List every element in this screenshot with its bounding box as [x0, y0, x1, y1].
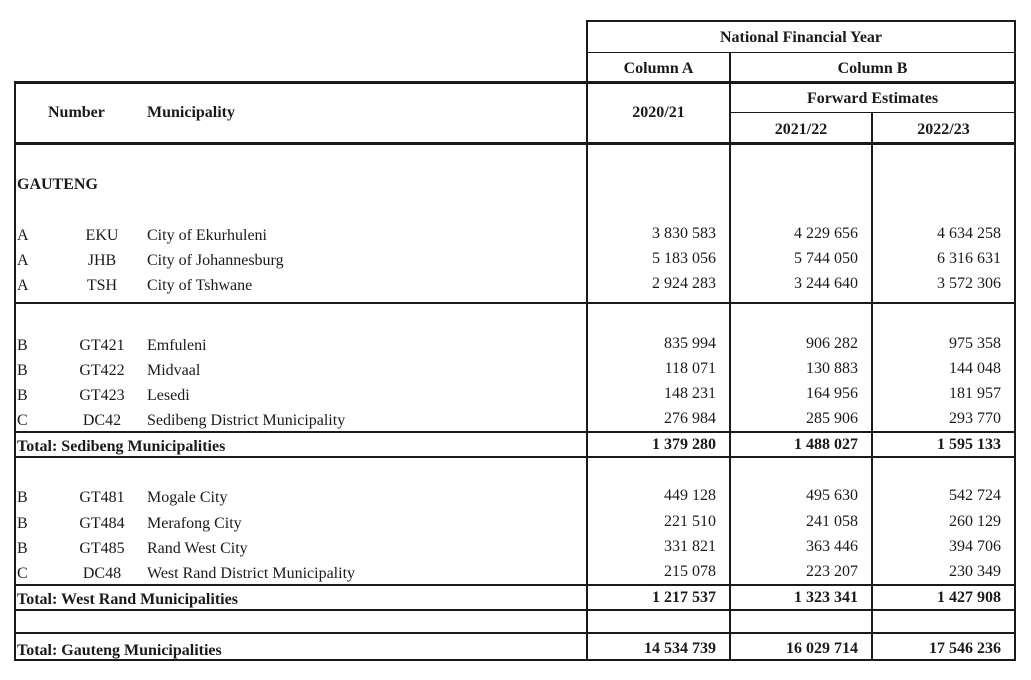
grand-total-value-2021-22: 16 029 714: [786, 640, 858, 657]
total-value-2022-23: 1 595 133: [937, 436, 1001, 453]
header-year-2022-23: 2022/23: [917, 121, 970, 138]
rule: [587, 52, 1016, 53]
row-value-2022-23: 3 572 306: [937, 275, 1001, 292]
header-forward-estimates: Forward Estimates: [806, 90, 939, 107]
rule: [14, 632, 1016, 634]
header-column-b: Column B: [837, 60, 908, 77]
grand-total-value-2022-23: 17 546 236: [929, 640, 1001, 657]
rule: [730, 112, 1016, 113]
total-label: Total: West Rand Municipalities: [17, 591, 238, 608]
row-value-2021-22: 4 229 656: [794, 225, 858, 242]
header-year-2021-22: 2021/22: [774, 121, 828, 138]
row-value-2020-21: 835 994: [664, 335, 716, 352]
header-column-a: Column A: [623, 60, 694, 77]
rule: [587, 20, 1016, 22]
row-code: GT422: [79, 362, 125, 379]
row-municipality: Midvaal: [147, 362, 201, 379]
rule: [14, 81, 1016, 84]
row-value-2021-22: 285 906: [806, 410, 858, 427]
row-code: DC42: [82, 412, 122, 429]
row-value-2021-22: 363 446: [806, 538, 858, 555]
grand-total-label: Total: Gauteng Municipalities: [17, 642, 222, 659]
row-value-2020-21: 215 078: [664, 563, 716, 580]
row-value-2021-22: 3 244 640: [794, 275, 858, 292]
rule: [1014, 20, 1016, 661]
total-label: Total: Sedibeng Municipalities: [17, 438, 226, 455]
row-municipality: Lesedi: [147, 387, 190, 404]
total-value-2020-21: 1 217 537: [652, 589, 716, 606]
row-value-2021-22: 223 207: [806, 563, 858, 580]
row-municipality: West Rand District Municipality: [147, 565, 356, 582]
total-value-2021-22: 1 488 027: [794, 436, 858, 453]
row-value-2020-21: 148 231: [664, 385, 716, 402]
row-municipality: City of Tshwane: [147, 277, 253, 294]
row-value-2020-21: 449 128: [664, 487, 716, 504]
row-value-2020-21: 221 510: [664, 513, 716, 530]
header-number: Number: [48, 104, 105, 121]
row-municipality: City of Johannesburg: [147, 252, 284, 269]
row-value-2020-21: 118 071: [664, 360, 716, 377]
row-code: GT421: [79, 337, 125, 354]
row-value-2021-22: 130 883: [806, 360, 858, 377]
row-value-2022-23: 394 706: [949, 538, 1001, 555]
row-value-2022-23: 144 048: [949, 360, 1001, 377]
row-code: TSH: [86, 277, 118, 294]
row-value-2021-22: 164 956: [806, 385, 858, 402]
grand-total-value-2020-21: 14 534 739: [644, 640, 716, 657]
total-value-2022-23: 1 427 908: [937, 589, 1001, 606]
row-code: EKU: [85, 227, 119, 244]
header-year-2020-21: 2020/21: [632, 104, 685, 121]
row-municipality: City of Ekurhuleni: [147, 227, 267, 244]
province-label: GAUTENG: [17, 176, 98, 193]
row-value-2020-21: 3 830 583: [652, 225, 716, 242]
row-category: C: [17, 412, 28, 429]
rule: [14, 142, 1016, 145]
row-value-2021-22: 906 282: [806, 335, 858, 352]
rule: [14, 431, 1016, 433]
row-value-2020-21: 2 924 283: [652, 275, 716, 292]
row-value-2020-21: 276 984: [664, 410, 716, 427]
row-value-2022-23: 6 316 631: [937, 250, 1001, 267]
header-municipality: Municipality: [147, 104, 236, 121]
rule: [14, 584, 1016, 586]
row-value-2021-22: 495 630: [806, 487, 858, 504]
rule: [14, 302, 1016, 304]
row-category: A: [17, 277, 29, 294]
row-category: B: [17, 489, 28, 506]
row-value-2020-21: 5 183 056: [652, 250, 716, 267]
row-municipality: Mogale City: [147, 489, 228, 506]
row-category: B: [17, 540, 28, 557]
row-municipality: Merafong City: [147, 515, 242, 532]
row-value-2020-21: 331 821: [664, 538, 716, 555]
row-code: GT485: [79, 540, 125, 557]
row-value-2022-23: 542 724: [949, 487, 1001, 504]
row-code: GT481: [79, 489, 125, 506]
row-value-2022-23: 975 358: [949, 335, 1001, 352]
total-value-2020-21: 1 379 280: [652, 436, 716, 453]
row-value-2022-23: 293 770: [949, 410, 1001, 427]
row-category: B: [17, 337, 28, 354]
row-category: A: [17, 227, 29, 244]
row-category: A: [17, 252, 29, 269]
row-value-2022-23: 230 349: [949, 563, 1001, 580]
row-code: DC48: [82, 565, 122, 582]
header-national-financial-year: National Financial Year: [719, 29, 883, 46]
row-value-2022-23: 4 634 258: [937, 225, 1001, 242]
row-value-2021-22: 241 058: [806, 513, 858, 530]
row-value-2021-22: 5 744 050: [794, 250, 858, 267]
total-value-2021-22: 1 323 341: [794, 589, 858, 606]
row-value-2022-23: 181 957: [949, 385, 1001, 402]
row-municipality: Sedibeng District Municipality: [147, 412, 346, 429]
row-code: JHB: [87, 252, 117, 269]
rule: [14, 81, 16, 661]
row-category: B: [17, 362, 28, 379]
row-code: GT484: [79, 515, 125, 532]
row-municipality: Emfuleni: [147, 337, 207, 354]
row-value-2022-23: 260 129: [949, 513, 1001, 530]
row-category: B: [17, 387, 28, 404]
row-category: C: [17, 565, 28, 582]
row-category: B: [17, 515, 28, 532]
row-code: GT423: [79, 387, 125, 404]
row-municipality: Rand West City: [147, 540, 248, 557]
